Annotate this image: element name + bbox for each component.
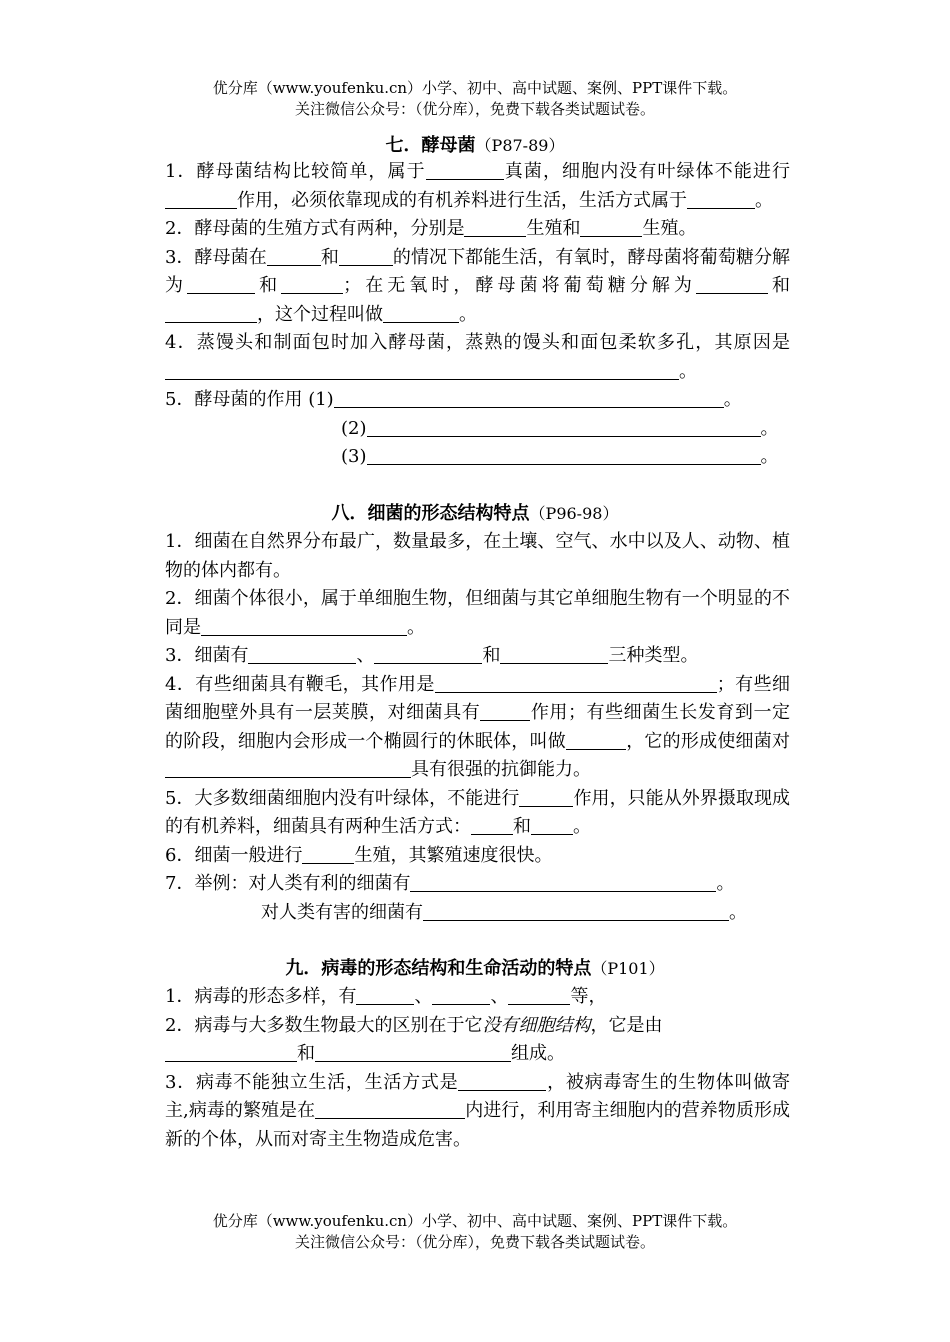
text: 6．细菌一般进行: [165, 844, 303, 866]
text: 3．病毒不能独立生活，生活方式是: [165, 1071, 459, 1093]
answer-blank[interactable]: [480, 701, 530, 721]
answer-blank[interactable]: [367, 417, 761, 437]
sec8-question-3: [165, 642, 790, 671]
sec9-question-1: [165, 983, 790, 1012]
text: 3．酵母菌在: [165, 246, 267, 268]
text: 具有很强的抗御能力。: [411, 759, 591, 780]
answer-blank[interactable]: [267, 246, 321, 266]
text: 作用，只能从外界摄取现成的有机养料，细菌具有两种生活方式：: [165, 787, 791, 837]
text: 。: [716, 873, 735, 894]
text: ，它的形成使细菌对: [625, 730, 791, 752]
answer-blank[interactable]: [500, 644, 608, 664]
answer-blank[interactable]: [356, 985, 414, 1005]
sec7-question-5: [165, 386, 790, 415]
answer-blank[interactable]: [519, 787, 573, 807]
text: ；在无氧时，酵母菌将葡萄糖分解为: [343, 275, 696, 296]
answer-blank[interactable]: [165, 1042, 297, 1062]
text: 真菌，细胞内没有叶绿体不能进行: [503, 161, 791, 182]
text: 。: [459, 303, 477, 325]
answer-blank[interactable]: [696, 274, 768, 294]
sec8-question-6: [165, 842, 790, 871]
answer-blank[interactable]: [383, 303, 459, 323]
answer-blank[interactable]: [187, 274, 255, 294]
text: 。: [755, 189, 773, 211]
text: 3．细菌有: [165, 645, 249, 666]
item-number: (1): [308, 389, 334, 410]
text: 。: [760, 446, 779, 467]
header-line-2: 关注微信公众号：（优分库），免费下载各类试题试卷。: [294, 100, 655, 118]
answer-blank[interactable]: [423, 901, 729, 921]
text: 5．酵母菌的作用: [165, 389, 303, 410]
answer-blank[interactable]: [201, 616, 407, 636]
section-7-content: [165, 158, 790, 472]
text: 和: [767, 275, 791, 296]
text: 和: [482, 645, 501, 666]
text: 作用；有些细菌生长发育到一定的阶段，细胞内会形成一个椭圆行的休眠体，叫做: [165, 702, 791, 752]
answer-blank[interactable]: [471, 815, 513, 835]
section-8-heading: 八．细菌的形态结构特点: [331, 503, 530, 524]
footer-line-2: 关注微信公众号：（优分库），免费下载各类试题试卷。: [294, 1233, 655, 1251]
text: 5．大多数细菌细胞内没有叶绿体，不能进行: [165, 787, 520, 809]
answer-blank[interactable]: [508, 985, 570, 1005]
answer-blank[interactable]: [580, 217, 642, 237]
text: 。: [729, 901, 747, 923]
text: 和: [320, 246, 339, 268]
answer-blank[interactable]: [367, 445, 761, 465]
item-number: (3): [341, 446, 367, 467]
text: 生殖，其繁殖速度很快。: [354, 844, 553, 866]
sec7-question-4: [165, 329, 790, 386]
sec9-question-2: [165, 1012, 790, 1069]
sec8-question-2: [165, 585, 790, 642]
header-line-1: 优分库（www.youfenku.cn）小学、初中、高中试题、案例、PPT课件下载。: [212, 79, 738, 97]
sec8-question-7-harmful: [165, 899, 790, 928]
text: 4．有些细菌具有鞭毛，其作用是: [165, 673, 435, 695]
answer-blank[interactable]: [281, 274, 343, 294]
text: 和: [513, 816, 531, 837]
answer-blank[interactable]: [687, 189, 755, 209]
text: 。: [573, 816, 591, 837]
text: 。: [679, 360, 697, 382]
text: 的情况下都能生活，有氧时，酵母菌将葡萄糖分解为: [165, 246, 791, 296]
section-9-pages: （P101）: [591, 959, 665, 978]
text: 生殖和: [526, 218, 581, 239]
text: 。: [723, 389, 742, 410]
answer-blank[interactable]: [566, 730, 626, 750]
sec8-question-4: [165, 671, 790, 785]
answer-blank[interactable]: [458, 1071, 546, 1091]
answer-blank[interactable]: [165, 189, 237, 209]
section-9-heading: 九．病毒的形态结构和生命活动的特点: [285, 958, 592, 979]
text: 等，: [570, 986, 607, 1007]
section-9-title: [0, 956, 950, 982]
sec8-question-5: [165, 785, 790, 842]
text: 。: [407, 616, 425, 638]
answer-blank[interactable]: [248, 644, 356, 664]
text: 、: [490, 986, 509, 1007]
text: 作用，必须依靠现成的有机养料进行生活，生活方式属于: [237, 189, 687, 211]
text: 2．酵母菌的生殖方式有两种，分别是: [165, 218, 465, 239]
sec7-question-5-item-2: [165, 415, 790, 444]
text: ，这个过程叫做: [257, 303, 383, 325]
answer-blank[interactable]: [426, 160, 504, 180]
text: 和: [297, 1043, 315, 1064]
text: 和: [255, 275, 282, 296]
sec7-question-1: [165, 158, 790, 215]
emphasis-text: 没有细胞结构: [482, 1014, 591, 1036]
answer-blank[interactable]: [165, 758, 411, 778]
text: 、: [414, 986, 433, 1007]
answer-blank[interactable]: [339, 246, 393, 266]
text: 三种类型。: [608, 645, 699, 666]
section-7-pages: （P87-89）: [475, 136, 565, 155]
text: 1．病毒的形态多样，有: [165, 986, 357, 1007]
item-number: (2): [341, 417, 367, 439]
answer-blank[interactable]: [432, 985, 490, 1005]
text: 4．蒸馒头和制面包时加入酵母菌，蒸熟的馒头和面包柔软多孔，其原因是: [165, 332, 790, 353]
text: ，它是由: [590, 1014, 663, 1036]
sec8-question-1: 1．细菌在自然界分布最广，数量最多，在土壤、空气、水中以及人、动物、植物的体内都有。: [165, 531, 790, 581]
answer-blank[interactable]: [531, 815, 573, 835]
sec7-question-5-item-3: [165, 443, 790, 472]
text: 生殖。: [642, 218, 697, 239]
page-footer: [0, 1211, 950, 1253]
text: 组成。: [511, 1043, 565, 1064]
answer-blank[interactable]: [374, 644, 482, 664]
answer-blank[interactable]: [165, 303, 257, 323]
text: 。: [760, 417, 779, 439]
text: 、: [356, 645, 375, 666]
sec7-question-2: [165, 215, 790, 244]
text: ，被病毒寄生的生物体叫做寄主,病毒的繁殖是在: [165, 1071, 791, 1121]
answer-blank[interactable]: [315, 1099, 465, 1119]
text: 2．细菌个体很小，属于单细胞生物，但细菌与其它单细胞生物有一个明显的不同是: [165, 588, 790, 638]
text: 7．举例：对人类有利的细菌有: [165, 873, 411, 894]
section-7-heading: 七．酵母菌: [385, 135, 476, 156]
answer-blank[interactable]: [464, 217, 526, 237]
answer-blank[interactable]: [315, 1042, 511, 1062]
sec7-question-3: [165, 244, 790, 330]
section-8-title: [0, 501, 950, 527]
section-8-pages: （P96-98）: [529, 504, 619, 523]
page-header: [0, 78, 950, 120]
text: ；有些细菌细胞壁外具有一层荚膜，对细菌具有: [165, 673, 791, 723]
text: 2．病毒与大多数生物最大的区别在于它: [165, 1014, 483, 1036]
answer-blank[interactable]: [334, 388, 724, 408]
footer-line-1: 优分库（www.youfenku.cn）小学、初中、高中试题、案例、PPT课件下载。: [212, 1212, 738, 1230]
text: 1．酵母菌结构比较简单，属于: [165, 161, 426, 182]
text: 对人类有害的细菌有: [261, 901, 423, 923]
answer-blank[interactable]: [435, 673, 717, 693]
sec9-question-3: [165, 1069, 790, 1155]
answer-blank[interactable]: [165, 360, 679, 380]
sec8-question-7: [165, 870, 790, 899]
answer-blank[interactable]: [302, 844, 354, 864]
text: 内进行，利用寄主细胞内的营养物质形成新的个体，从而对寄主生物造成危害。: [165, 1100, 790, 1150]
answer-blank[interactable]: [410, 872, 716, 892]
section-8-content: [165, 528, 790, 927]
section-9-content: [165, 983, 790, 1154]
section-7-title: [0, 133, 950, 159]
